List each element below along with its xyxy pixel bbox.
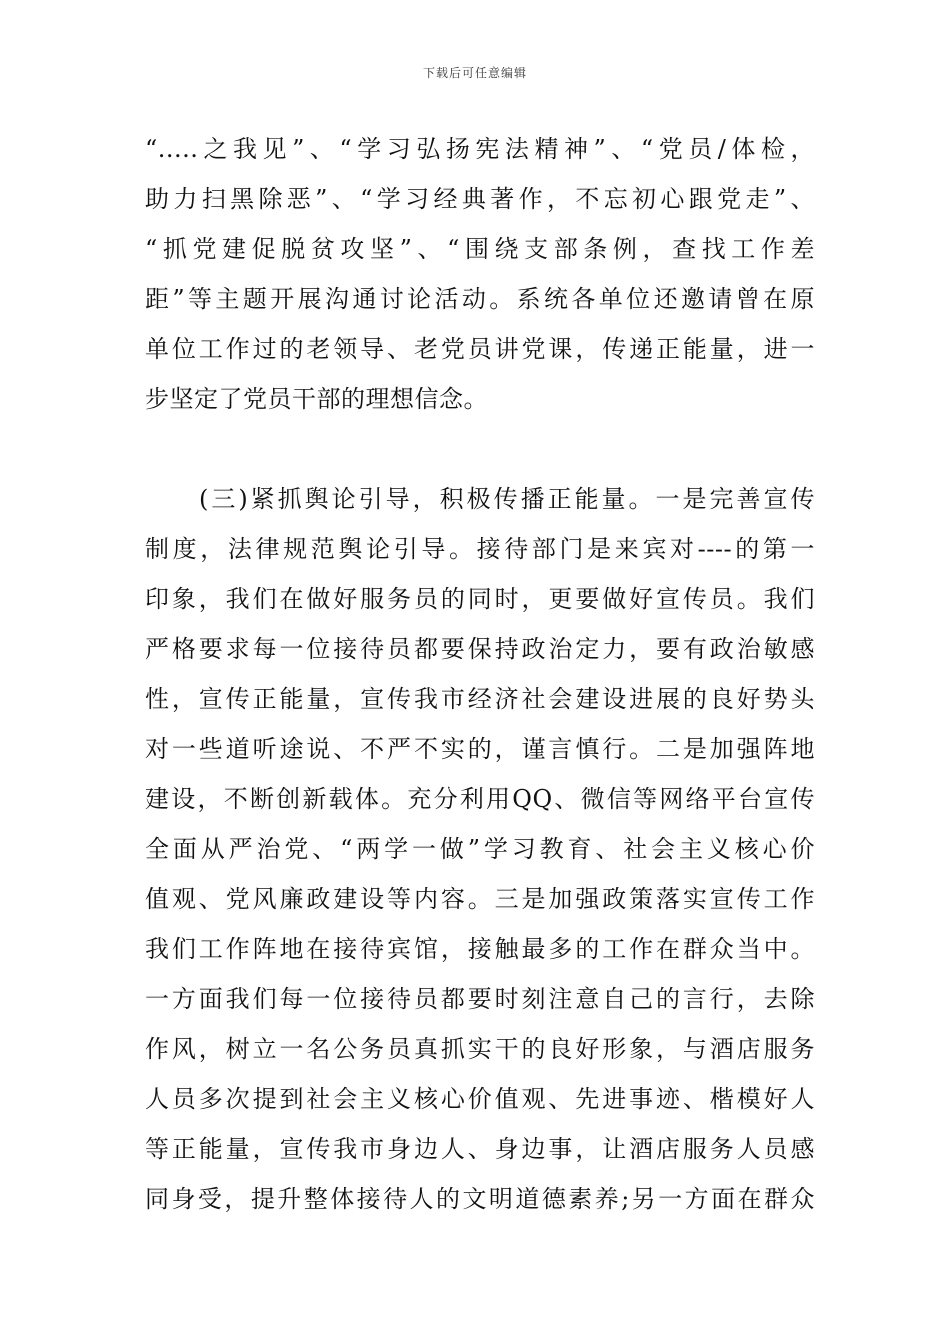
text-line: 人员多次提到社会主义核心价值观、先进事迹、楷模好人 bbox=[145, 1085, 815, 1113]
text-line: 建设，不断创新载体。充分利用QQ、微信等网络平台宣传 bbox=[145, 785, 815, 813]
text-line: 严格要求每一位接待员都要保持政治定力，要有政治敏感 bbox=[145, 635, 815, 663]
page-header: 下载后可任意编辑 bbox=[422, 66, 527, 80]
text-line: 同身受，提升整体接待人的文明道德素养;另一方面在群众 bbox=[145, 1185, 815, 1213]
text-line: 全面从严治党、“两学一做”学习教育、社会主义核心价 bbox=[145, 835, 815, 863]
text-line: 距”等主题开展沟通讨论活动。系统各单位还邀请曾在原 bbox=[145, 285, 815, 313]
text-line: 性，宣传正能量，宣传我市经济社会建设进展的良好势头 bbox=[145, 685, 815, 713]
text-line: 助力扫黑除恶”、“学习经典著作，不忘初心跟党走”、 bbox=[145, 185, 815, 213]
text-line: 一方面我们每一位接待员都要时刻注意自己的言行，去除 bbox=[145, 985, 815, 1013]
text-line: 步坚定了党员干部的理想信念。 bbox=[145, 385, 488, 413]
text-line: 单位工作过的老领导、老党员讲党课，传递正能量，进一 bbox=[145, 335, 815, 363]
text-line: 对一些道听途说、不严不实的，谨言慎行。二是加强阵地 bbox=[145, 735, 815, 763]
text-line: 印象，我们在做好服务员的同时，更要做好宣传员。我们 bbox=[145, 585, 815, 613]
text-line: “.....之我见”、“学习弘扬宪法精神”、“党员/体检， bbox=[145, 135, 815, 163]
text-line: 等正能量，宣传我市身边人、身边事，让酒店服务人员感 bbox=[145, 1135, 815, 1163]
paragraph-1 bbox=[145, 124, 815, 424]
text-line: “抓党建促脱贫攻坚”、“围绕支部条例，查找工作差 bbox=[145, 235, 815, 263]
text-line: (三)紧抓舆论引导，积极传播正能量。一是完善宣传 bbox=[145, 485, 815, 513]
paragraph-2 bbox=[145, 474, 815, 1224]
text-line: 我们工作阵地在接待宾馆，接触最多的工作在群众当中。 bbox=[145, 935, 815, 963]
text-line: 作风，树立一名公务员真抓实干的良好形象，与酒店服务 bbox=[145, 1035, 815, 1063]
text-line: 值观、党风廉政建设等内容。三是加强政策落实宣传工作 bbox=[145, 885, 815, 913]
text-line: 制度，法律规范舆论引导。接待部门是来宾对----的第一 bbox=[145, 535, 815, 563]
